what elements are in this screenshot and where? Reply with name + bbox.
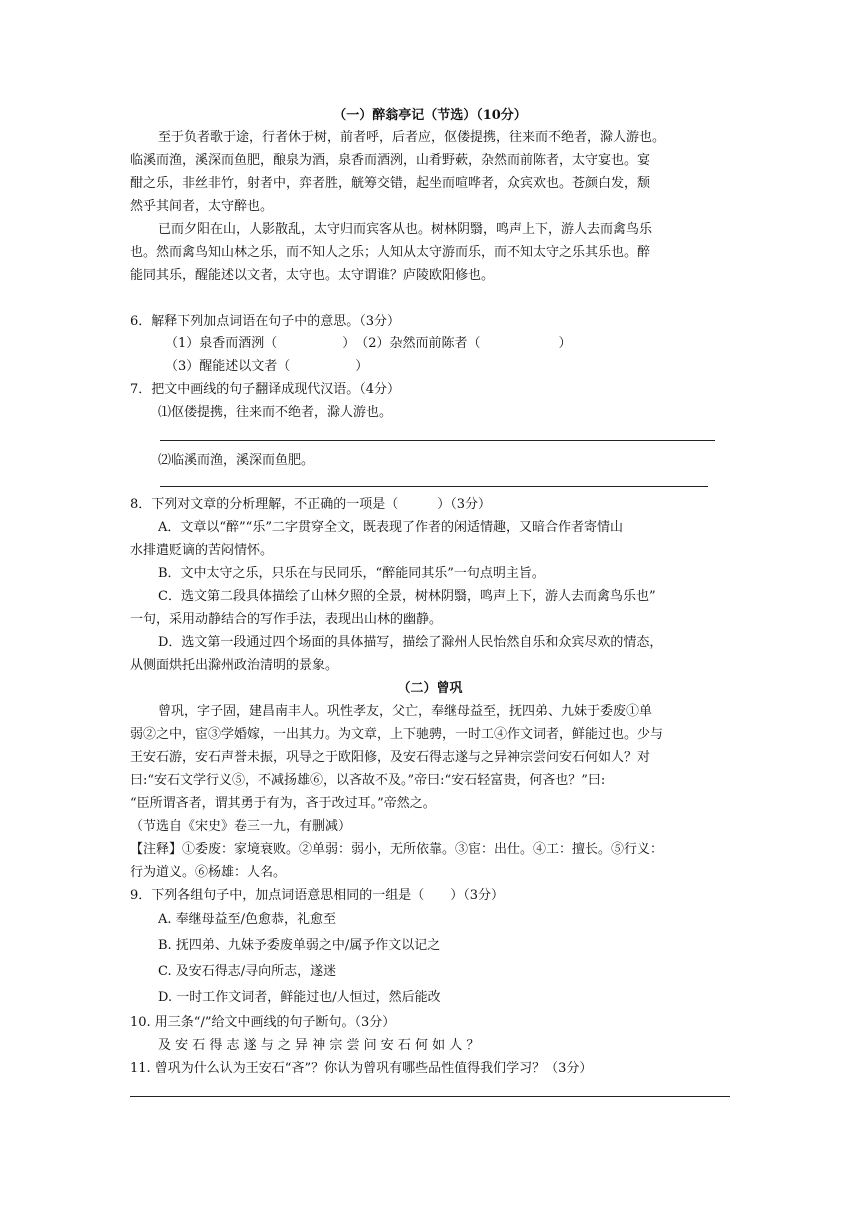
passage-line: 酣之乐，非丝非竹，射者中，弈者胜，觥筹交错，起坐而喧哗者，众宾欢也。苍颜白发，颓 — [130, 176, 651, 191]
option-c-cont: 一句，采用动静结合的写作手法，表现出山林的幽静。 — [130, 612, 443, 627]
question-8-stem: 8．下列对文章的分析理解，不正确的一项是（ ）（3分） — [130, 497, 492, 512]
question-10-sentence: 及 安 石 得 志 遂 与 之 异 神 宗 尝 问 安 石 何 如 人 ？ — [158, 1038, 480, 1053]
passage-line: 弱②之中，宦③学婚嫁，一出其力。为文章，上下驰骋，一时工④作文词者，鲜能过也。少与 — [130, 727, 664, 742]
passage-line: 王安石游，安石声誉未振，巩导之于欧阳修，及安石得志遂与之异神宗尝问安石何如人？对 — [130, 750, 651, 765]
question-7-stem: 7．把文中画线的句子翻译成现代汉语。（4分） — [130, 382, 401, 397]
passage-line: 曰:“安石文学行义⑤，不减扬雄⑥，以吝故不及。”帝曰:“安石轻富贵，何吝也？”曰: — [130, 773, 606, 788]
option-a: A．文章以“醉”“乐”二字贯穿全文，既表现了作者的闲适情趣，又暗合作者寄情山 — [158, 520, 623, 535]
passage-line: “臣所谓吝者，谓其勇于有为，吝于改过耳。”帝然之。 — [130, 796, 436, 811]
passage-line: 也。然而禽鸟知山林之乐，而不知人之乐；人知从太守游而乐，而不知太守之乐其乐也。醉 — [130, 245, 651, 260]
source-citation: （节选自《宋史》卷三一九，有删减） — [130, 819, 352, 834]
option-a-cont: 水排遣贬谪的苦闷情怀。 — [130, 543, 274, 558]
question-6-row-1: （1）泉香而酒洌（ ） （2）杂然而前陈者（ ） — [165, 336, 572, 351]
passage-line: 至于负者歌于途，行者休于树，前者呼，后者应，伛偻提携，往来而不绝者，滁人游也。 — [158, 130, 666, 145]
passage-line: 能同其乐，醒能述以文者，太守也。太守谓谁？庐陵欧阳修也。 — [130, 268, 495, 283]
passage-line: 然乎其间者，太守醉也。 — [130, 199, 274, 214]
passage-line: 已而夕阳在山，人影散乱，太守归而宾客从也。树林阴翳，鸣声上下，游人去而禽鸟乐 — [158, 222, 653, 237]
question-6-row-2: （3）醒能述以文者（ ） — [165, 359, 369, 374]
option-b: B．文中太守之乐，只乐在与民同乐，“醉能同其乐”一句点明主旨。 — [158, 566, 545, 581]
option-c: C. 及安石得志/寻向所志，遂迷 — [158, 964, 337, 979]
notes-line: 行为道义。⑥杨雄：人名。 — [130, 865, 287, 880]
option-d: D．选文第一段通过四个场面的具体描写，描绘了滁州人民怡然自乐和众宾尽欢的情态， — [158, 635, 663, 650]
answer-line[interactable] — [130, 1096, 730, 1097]
section-1-title: （一）醉翁亭记（节选）（10分） — [333, 108, 527, 123]
option-d-cont: 从侧面烘托出滁州政治清明的景象。 — [130, 658, 339, 673]
question-11-stem: 11. 曾巩为什么认为王安石“吝”？你认为曾巩有哪些品性值得我们学习？（3分） — [130, 1061, 593, 1076]
question-7-sentence-2: ⑵临溪而渔，溪深而鱼肥。 — [158, 453, 315, 468]
question-9-stem: 9．下列各组句子中，加点词语意思相同的一组是（ ）（3分） — [130, 888, 505, 903]
passage-line: 临溪而渔，溪深而鱼肥，酿泉为酒，泉香而酒洌，山肴野蔌，杂然而前陈者，太守宴也。宴 — [130, 153, 651, 168]
question-10-stem: 10. 用三条“/”给文中画线的句子断句。（3分） — [130, 1015, 396, 1030]
option-d: D. 一时工作文词者，鲜能过也/人恒过，然后能改 — [158, 990, 441, 1005]
option-a: A. 奉继母益至/色愈恭，礼愈至 — [158, 912, 337, 927]
answer-line[interactable] — [160, 486, 708, 487]
notes-line: 【注释】①委废：家境衰败。②单弱：弱小，无所依靠。③宦：出仕。④工：擅长。⑤行义： — [130, 842, 664, 857]
option-b: B. 抚四弟、九妹予委废单弱之中/属予作文以记之 — [158, 938, 441, 953]
option-c: C．选文第二段具体描绘了山林夕照的全景，树林阴翳，鸣声上下，游人去而禽鸟乐也” — [158, 589, 656, 604]
answer-line[interactable] — [160, 440, 715, 441]
passage-line: 曾巩，字子固，建昌南丰人。巩性孝友，父亡，奉继母益至，抚四弟、九妹于委废①单 — [158, 704, 653, 719]
section-2-title: （二）曾巩 — [397, 681, 463, 696]
question-7-sentence-1: ⑴伛偻提携，往来而不绝者，滁人游也。 — [158, 405, 393, 420]
question-6-stem: 6．解释下列加点词语在句子中的意思。（3分） — [130, 314, 401, 329]
